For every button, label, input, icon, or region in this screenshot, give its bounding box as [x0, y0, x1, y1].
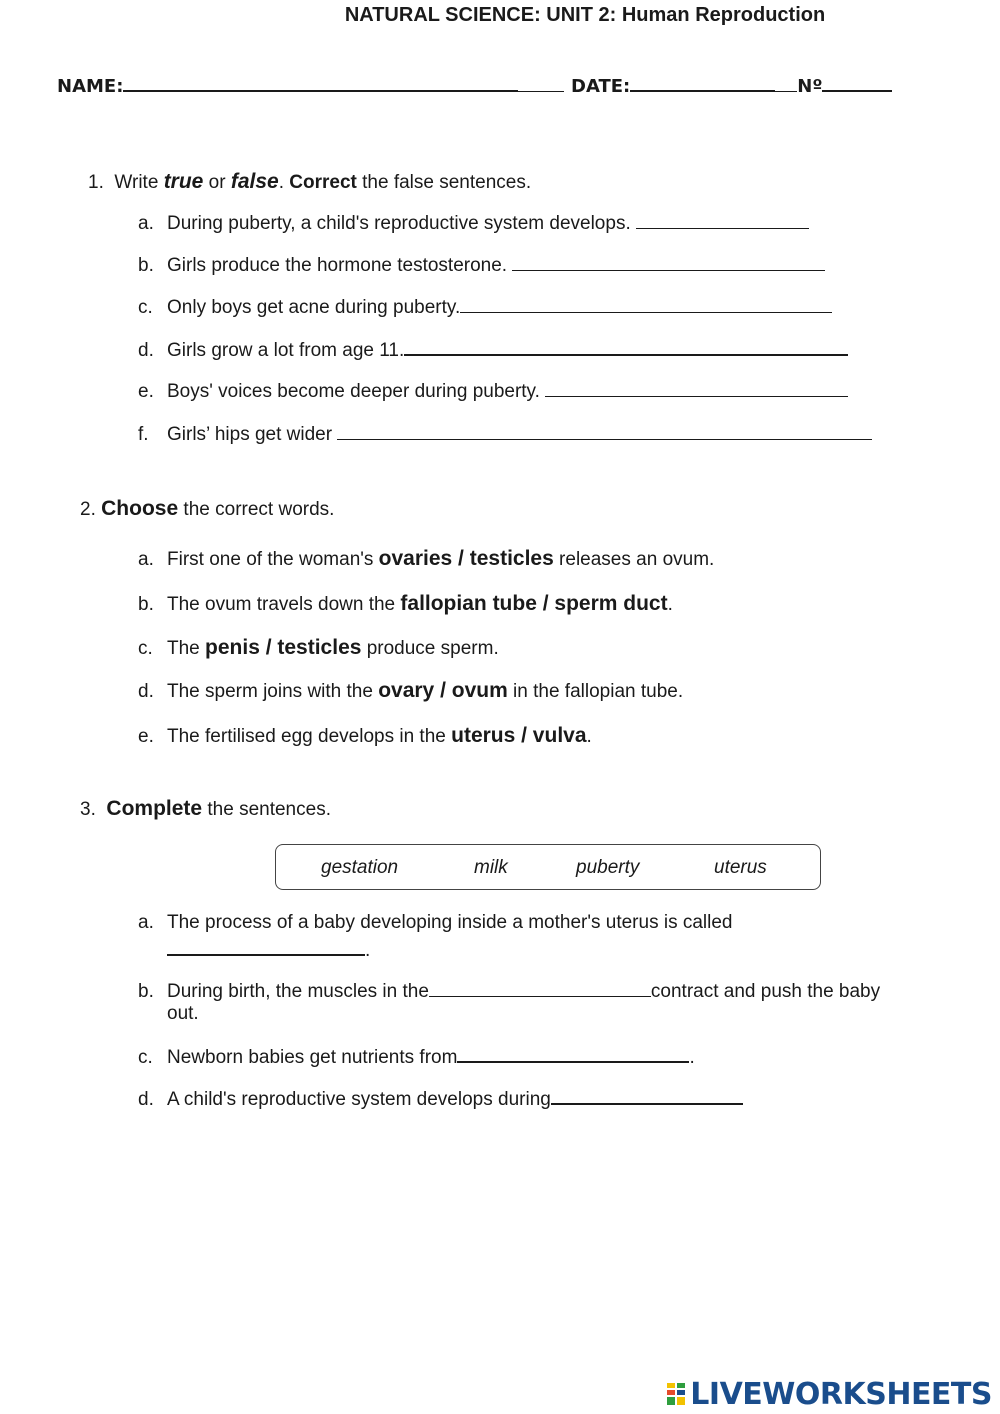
question-1	[88, 170, 531, 194]
item-letter: b.	[138, 594, 154, 615]
word-bank-item: uterus	[714, 857, 767, 878]
q2-item-a	[138, 547, 714, 571]
item-letter: e.	[138, 726, 154, 747]
item-letter: b.	[138, 981, 154, 1002]
date-field[interactable]	[571, 74, 892, 97]
q1-text-pre: Write	[114, 172, 164, 193]
question-2	[80, 497, 334, 521]
item-letter: d.	[138, 1089, 154, 1110]
date-label: DATE:	[571, 76, 631, 97]
item-letter: a.	[138, 912, 154, 933]
item-text-pre: A child's reproductive system develops during	[167, 1089, 551, 1110]
q1-item-c	[138, 296, 832, 319]
item-letter: d.	[138, 340, 154, 361]
q3-item-a-answer	[167, 938, 370, 962]
item-text-pre: The fertilised egg develops in the	[167, 726, 452, 747]
liveworksheets-logo-icon	[666, 1382, 686, 1406]
item-text-post: .	[586, 726, 592, 747]
q1-item-d	[138, 338, 848, 362]
q2-item-b	[138, 592, 673, 616]
item-text-post: releases an ovum.	[553, 549, 715, 570]
answer-blank[interactable]	[551, 1087, 743, 1105]
answer-blank[interactable]	[545, 380, 848, 397]
word-bank-item: gestation	[321, 857, 399, 878]
item-text-pre: First one of the woman's	[167, 549, 379, 570]
word-choice[interactable]: fallopian tube / sperm duct	[400, 592, 668, 615]
item-text-post: .	[365, 940, 371, 961]
q1-dot: .	[278, 172, 290, 193]
question-number: 1.	[88, 172, 104, 193]
item-text-post: in the fallopian tube.	[507, 681, 684, 702]
item-text-pre: The process of a baby developing inside a mother's uterus is called	[167, 912, 733, 933]
word-bank-item: puberty	[576, 857, 640, 878]
answer-blank[interactable]	[337, 423, 872, 440]
name-field[interactable]	[57, 74, 564, 97]
answer-blank[interactable]	[457, 1045, 689, 1063]
q3-item-b-cont	[167, 1003, 199, 1025]
item-text: Boys' voices become deeper during puberty.	[167, 381, 546, 402]
answer-blank[interactable]	[636, 212, 809, 229]
item-letter: e.	[138, 381, 154, 402]
q3-item-b	[138, 980, 880, 1003]
q1-item-e	[138, 380, 848, 403]
q1-item-a	[138, 212, 809, 235]
q1-text-post: the false sentences.	[356, 172, 532, 193]
item-letter: c.	[138, 297, 153, 318]
q1-or: or	[203, 172, 231, 193]
answer-blank[interactable]	[460, 296, 832, 313]
item-text: Girls grow a lot from age 11.	[167, 340, 405, 361]
number-label: Nº	[797, 76, 823, 97]
word-choice[interactable]: uterus / vulva	[451, 724, 587, 747]
name-label: NAME:	[57, 76, 124, 97]
answer-blank[interactable]	[512, 254, 825, 271]
item-text: Only boys get acne during puberty.	[167, 297, 461, 318]
item-text-post: .	[689, 1047, 695, 1068]
item-letter: d.	[138, 681, 154, 702]
answer-blank[interactable]	[404, 338, 848, 356]
answer-blank[interactable]	[167, 938, 365, 956]
question-number: 3.	[80, 799, 96, 820]
item-text-post: contract and push the baby	[650, 981, 881, 1002]
q3-item-d	[138, 1087, 743, 1111]
item-text-pre: During birth, the muscles in the	[167, 981, 429, 1002]
q3-item-c	[138, 1045, 695, 1069]
item-text-cont: out.	[167, 1003, 199, 1024]
q2-item-c	[138, 636, 499, 660]
item-text-pre: The sperm joins with the	[167, 681, 379, 702]
word-choice[interactable]: penis / testicles	[205, 636, 362, 659]
page-title: NATURAL SCIENCE: UNIT 2: Human Reproduction	[344, 4, 826, 26]
item-text-pre: The	[167, 638, 206, 659]
item-letter: c.	[138, 1047, 153, 1068]
word-choice[interactable]: ovaries / testicles	[378, 547, 554, 570]
q2-text-post: the correct words.	[178, 499, 335, 520]
q3-item-a	[138, 912, 733, 934]
item-letter: a.	[138, 213, 154, 234]
item-text: Girls’ hips get wider	[167, 424, 338, 445]
q3-text-post: the sentences.	[202, 799, 331, 820]
q2-item-d	[138, 679, 683, 703]
word-choice[interactable]: ovary / ovum	[378, 679, 508, 702]
q1-true-word: true	[163, 170, 204, 193]
item-text-post: produce sperm.	[361, 638, 499, 659]
question-3	[80, 797, 331, 821]
q1-correct-word: Correct	[289, 172, 357, 193]
item-text: Girls produce the hormone testosterone.	[167, 255, 513, 276]
item-text-post: .	[667, 594, 673, 615]
word-bank-item: milk	[474, 857, 508, 878]
item-letter: f.	[138, 424, 149, 445]
q2-item-e	[138, 724, 592, 748]
liveworksheets-logo	[666, 1374, 992, 1414]
item-text-pre: Newborn babies get nutrients from	[167, 1047, 458, 1068]
q3-bold-word: Complete	[106, 797, 203, 820]
q1-item-f	[138, 423, 872, 446]
q1-false-word: false	[230, 170, 279, 193]
word-bank	[275, 844, 821, 890]
item-text-pre: The ovum travels down the	[167, 594, 401, 615]
q1-item-b	[138, 254, 825, 277]
answer-blank[interactable]	[429, 980, 651, 997]
question-number: 2.	[80, 499, 96, 520]
q2-bold-word: Choose	[101, 497, 179, 520]
item-letter: b.	[138, 255, 154, 276]
item-letter: a.	[138, 549, 154, 570]
logo-text: LIVEWORKSHEETS	[690, 1376, 992, 1412]
item-text: During puberty, a child's reproductive system develops.	[167, 213, 636, 234]
item-letter: c.	[138, 638, 153, 659]
